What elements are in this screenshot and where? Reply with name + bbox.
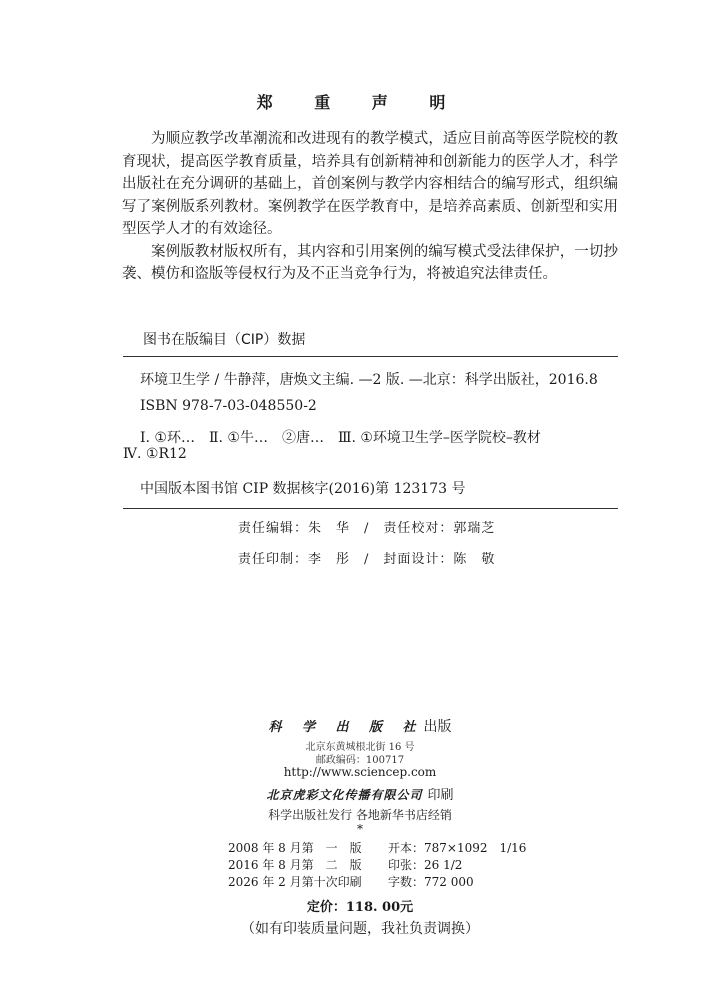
edition-row bbox=[228, 874, 526, 891]
edition-date: 2026 年 2 月第十次印刷 bbox=[228, 875, 362, 889]
cip-line-4: Ⅳ. ①R12 bbox=[123, 446, 187, 462]
edition-spec: 开本：787×1092 1/16 bbox=[388, 841, 527, 855]
distribution-line: 科学出版社发行 各地新华书店经销 bbox=[268, 808, 452, 822]
cip-line-5: 中国版本图书馆 CIP 数据核字(2016)第 123173 号 bbox=[140, 481, 466, 497]
cip-heading: 图书在版编目（CIP）数据 bbox=[143, 332, 306, 348]
printer-line bbox=[0, 784, 720, 803]
publisher-name-suffix: 出版 bbox=[423, 719, 452, 735]
publisher-address: 北京东黄城根北街 16 号 bbox=[305, 742, 415, 753]
edition-row bbox=[228, 840, 526, 857]
staff-line-1: 责任编辑：朱 华 / 责任校对：郭瑞芝 bbox=[238, 521, 496, 536]
page-title: 郑 重 声 明 bbox=[256, 93, 464, 112]
publisher-name-line bbox=[0, 716, 720, 736]
separator-star: * bbox=[357, 822, 363, 836]
staff-line-2: 责任印制：李 彤 / 封面设计：陈 敬 bbox=[238, 552, 496, 567]
quality-notice: （如有印装质量问题，我社负责调换） bbox=[241, 921, 479, 937]
publisher-postcode: 邮政编码：100717 bbox=[315, 755, 405, 766]
cip-top-rule bbox=[123, 356, 618, 357]
edition-date: 2016 年 8 月第 二 版 bbox=[228, 858, 362, 872]
edition-list bbox=[228, 840, 526, 891]
edition-row bbox=[228, 857, 526, 874]
printer-suffix: 印刷 bbox=[427, 788, 454, 803]
printer-name: 北京虎彩文化传播有限公司 bbox=[266, 788, 423, 802]
edition-date: 2008 年 8 月第 一 版 bbox=[228, 841, 362, 855]
price: 定价：118. 00元 bbox=[306, 900, 414, 915]
declaration-body bbox=[122, 128, 618, 286]
declaration-paragraph-2: 案例版教材版权所有，其内容和引用案例的编写模式受法律保护，一切抄袭、模仿和盗版等侵权行为及不正当竞争行为，将被追究法律责任。 bbox=[122, 243, 618, 282]
edition-spec: 字数：772 000 bbox=[388, 875, 474, 889]
publisher-url: http://www.sciencep.com bbox=[283, 765, 437, 779]
cip-bottom-rule bbox=[123, 508, 618, 509]
declaration-paragraph-1: 为顺应教学改革潮流和改进现有的教学模式，适应目前高等医学院校的教育现状，提高医学教育质量，培养具有创新精神和创新能力的医学人才，科学出版社在充分调研的基础上，首创案例与教学内容相结合的编写形式，组织编写了案例版系列教材。案例教学在医学教育中，是培养高素质、创新型和实用型医学人才的有效途径。 bbox=[122, 131, 618, 237]
edition-spec: 印张：26 1/2 bbox=[388, 858, 463, 872]
cip-line-2: ISBN 978-7-03-048550-2 bbox=[140, 398, 317, 414]
cip-line-3: Ⅰ. ①环… Ⅱ. ①牛… ②唐… Ⅲ. ①环境卫生学–医学院校–教材 bbox=[140, 430, 541, 446]
publisher-name: 科 学 出 版 社 bbox=[268, 720, 424, 735]
cip-line-1: 环境卫生学 / 牛静萍，唐焕文主编. —2 版. —北京：科学出版社，2016.8 bbox=[140, 372, 598, 388]
